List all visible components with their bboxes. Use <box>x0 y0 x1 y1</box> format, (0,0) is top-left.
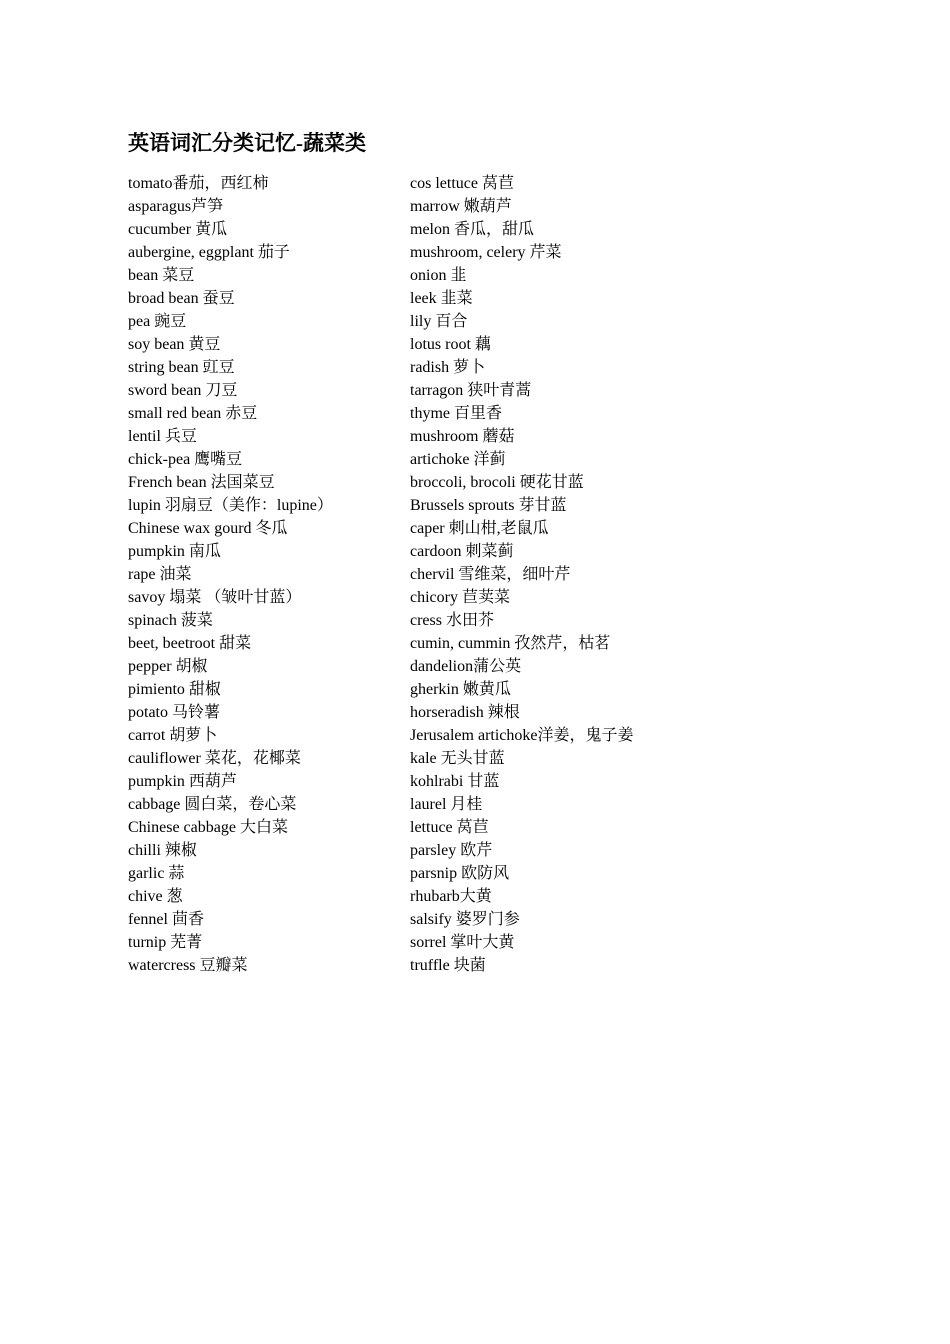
vocab-item: salsify 婆罗门参 <box>410 911 520 928</box>
vocab-item: pumpkin 南瓜 <box>128 543 221 560</box>
vocab-item: fennel 茴香 <box>128 911 204 928</box>
vocab-item: horseradish 辣根 <box>410 704 520 721</box>
vocab-item: broccoli, brocoli 硬花甘蓝 <box>410 474 584 491</box>
vocab-item: mushroom, celery 芹菜 <box>410 244 562 261</box>
vocab-item: kohlrabi 甘蓝 <box>410 773 500 790</box>
vocab-item: chervil 雪维菜，细叶芹 <box>410 566 571 583</box>
vocab-item: parsley 欧芹 <box>410 842 493 859</box>
vocab-item: leek 韭菜 <box>410 290 473 307</box>
vocab-item: melon 香瓜，甜瓜 <box>410 221 534 238</box>
vocab-item: savoy 塌菜 （皱叶甘蓝） <box>128 589 302 606</box>
vocab-item: chick-pea 鹰嘴豆 <box>128 451 243 468</box>
vocab-item: tomato番茄，西红柿 <box>128 175 269 192</box>
vocab-item: Brussels sprouts 芽甘蓝 <box>410 497 567 514</box>
vocab-item: mushroom 蘑菇 <box>410 428 515 445</box>
vocab-item: pimiento 甜椒 <box>128 681 221 698</box>
vocab-item: Chinese wax gourd 冬瓜 <box>128 520 288 537</box>
vocab-item: sword bean 刀豆 <box>128 382 238 399</box>
vocab-item: onion 韭 <box>410 267 467 284</box>
vocab-item: beet, beetroot 甜菜 <box>128 635 252 652</box>
vocab-item: cucumber 黄瓜 <box>128 221 228 238</box>
vocab-item: lily 百合 <box>410 313 468 330</box>
vocab-item: chilli 辣椒 <box>128 842 197 859</box>
vocab-item: Chinese cabbage 大白菜 <box>128 819 288 836</box>
vocab-item: bean 菜豆 <box>128 267 195 284</box>
vocab-item: kale 无头甘蓝 <box>410 750 505 767</box>
left-column <box>128 172 398 977</box>
vocab-item: lentil 兵豆 <box>128 428 197 445</box>
vocab-item: pea 豌豆 <box>128 313 187 330</box>
vocab-item: asparagus芦笋 <box>128 198 224 215</box>
right-column <box>410 172 710 977</box>
vocab-item: chive 葱 <box>128 888 183 905</box>
vocab-item: Jerusalem artichoke洋姜，鬼子姜 <box>410 727 634 744</box>
vocab-item: aubergine, eggplant 茄子 <box>128 244 290 261</box>
vocab-item: marrow 嫩葫芦 <box>410 198 512 215</box>
vocab-item: small red bean 赤豆 <box>128 405 258 422</box>
vocab-item: sorrel 掌叶大黄 <box>410 934 515 951</box>
vocab-item: artichoke 洋蓟 <box>410 451 506 468</box>
vocab-item: garlic 蒜 <box>128 865 185 882</box>
vocab-item: cauliflower 菜花，花椰菜 <box>128 750 301 767</box>
vocab-item: laurel 月桂 <box>410 796 483 813</box>
vocab-item: lupin 羽扇豆（美作：lupine） <box>128 497 333 514</box>
vocab-item: cumin, cummin 孜然芹，枯茗 <box>410 635 611 652</box>
vocab-item: carrot 胡萝卜 <box>128 727 218 744</box>
vocab-item: radish 萝卜 <box>410 359 486 376</box>
vocab-item: cardoon 刺菜蓟 <box>410 543 514 560</box>
vocab-item: string bean 豇豆 <box>128 359 235 376</box>
page-title: 英语词汇分类记忆-蔬菜类 <box>128 131 366 155</box>
vocab-item: chicory 苣荬菜 <box>410 589 510 606</box>
vocab-item: French bean 法国菜豆 <box>128 474 275 491</box>
vocab-item: potato 马铃薯 <box>128 704 220 721</box>
vocab-item: pepper 胡椒 <box>128 658 208 675</box>
vocab-item: gherkin 嫩黄瓜 <box>410 681 511 698</box>
vocab-item: rhubarb大黄 <box>410 888 492 905</box>
vocab-item: cress 水田芥 <box>410 612 494 629</box>
vocab-item: pumpkin 西葫芦 <box>128 773 237 790</box>
vocab-item: lettuce 莴苣 <box>410 819 489 836</box>
vocab-item: broad bean 蚕豆 <box>128 290 235 307</box>
vocab-item: thyme 百里香 <box>410 405 502 422</box>
vocab-item: cabbage 圆白菜，卷心菜 <box>128 796 297 813</box>
vocab-item: rape 油菜 <box>128 566 192 583</box>
vocab-item: tarragon 狭叶青蒿 <box>410 382 532 399</box>
vocab-item: caper 刺山柑,老鼠瓜 <box>410 520 549 537</box>
vocab-item: truffle 块菌 <box>410 957 486 974</box>
vocab-item: lotus root 藕 <box>410 336 491 353</box>
vocab-item: soy bean 黄豆 <box>128 336 221 353</box>
vocab-item: dandelion蒲公英 <box>410 658 522 675</box>
vocab-item: parsnip 欧防风 <box>410 865 510 882</box>
vocab-item: cos lettuce 莴苣 <box>410 175 514 192</box>
vocab-item: spinach 菠菜 <box>128 612 213 629</box>
vocab-item: watercress 豆瓣菜 <box>128 957 248 974</box>
vocab-item: turnip 芜菁 <box>128 934 203 951</box>
